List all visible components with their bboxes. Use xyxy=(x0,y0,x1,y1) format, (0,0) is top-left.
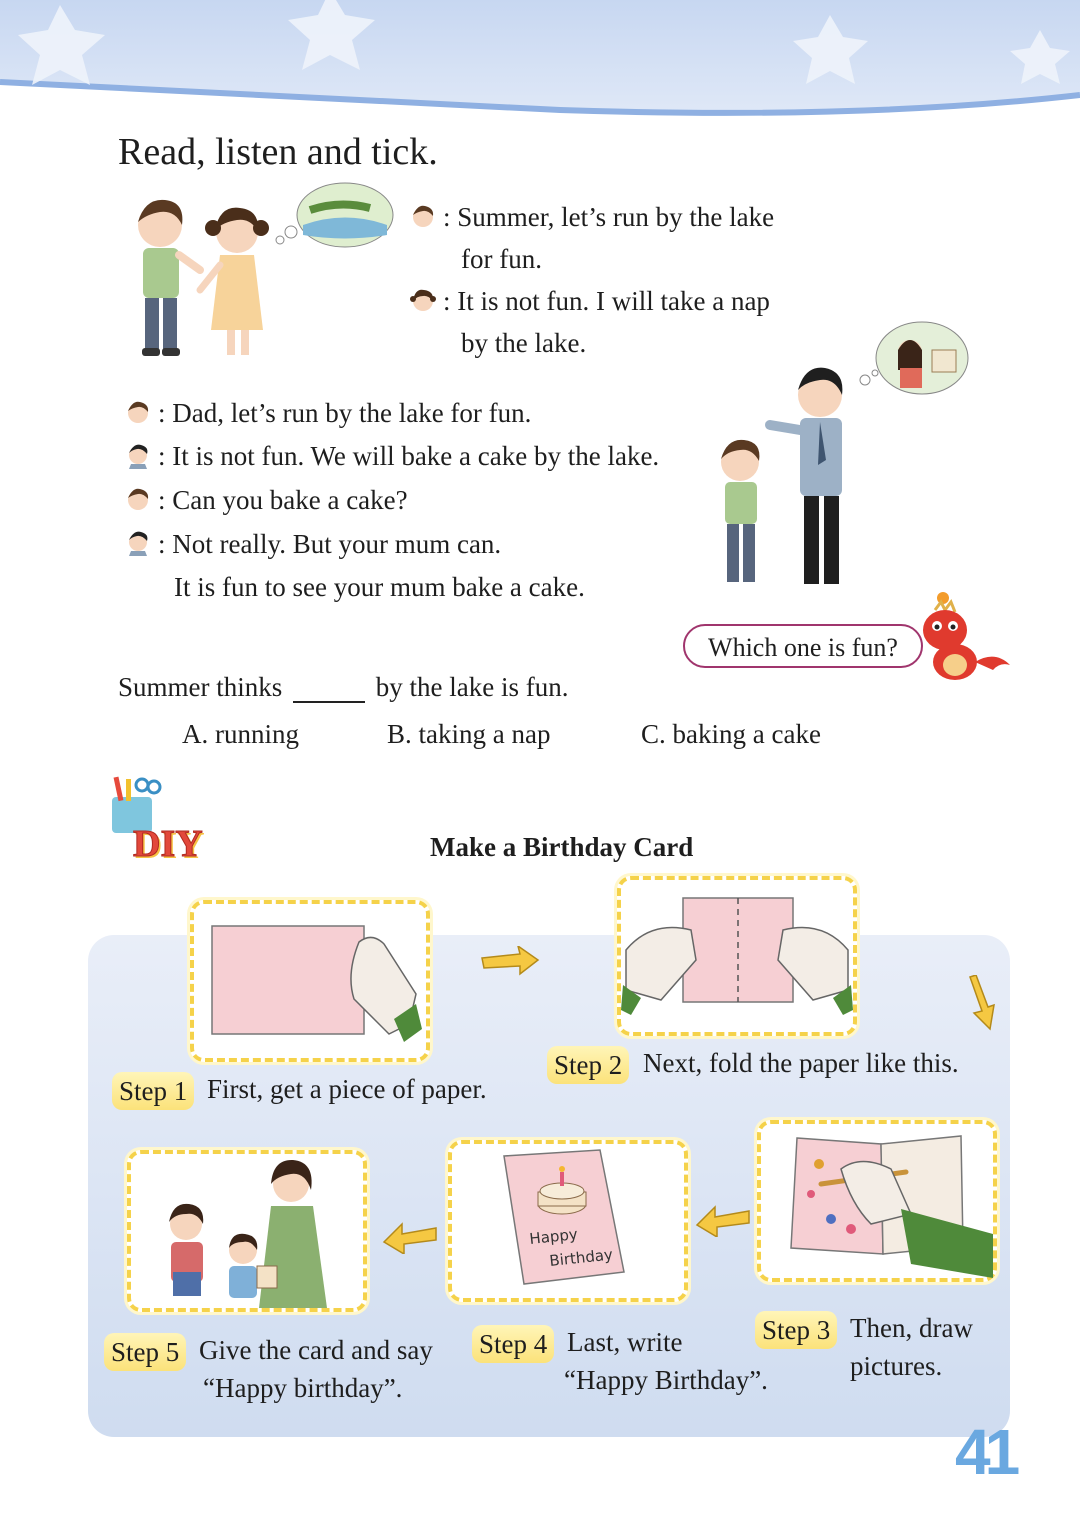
top-banner xyxy=(0,0,1080,130)
diy-title: Make a Birthday Card xyxy=(430,832,694,862)
step1-image-frame xyxy=(190,900,430,1062)
dialog-line-continued: for fun. xyxy=(461,244,542,274)
arrow-left-icon xyxy=(695,1205,751,1237)
girl-face-icon xyxy=(410,287,436,313)
dialog-line: : Summer, let’s run by the lake xyxy=(443,202,775,232)
dialog-line: : It is not fun. I will take a nap xyxy=(443,286,770,316)
dragon-mascot-icon xyxy=(915,590,1015,685)
step1-text: First, get a piece of paper. xyxy=(207,1074,487,1104)
question-stem xyxy=(118,672,568,703)
arrow-left-icon xyxy=(382,1222,438,1254)
dialog-line-continued: It is fun to see your mum bake a cake. xyxy=(174,572,585,602)
fold-paper-illustration xyxy=(621,880,853,1032)
step5-text-line2: “Happy birthday”. xyxy=(203,1373,403,1403)
step4-image-frame xyxy=(448,1140,688,1302)
step3-text-line2: pictures. xyxy=(850,1351,943,1381)
option-a[interactable]: A. running xyxy=(182,719,299,749)
step2-tag: Step 2 xyxy=(547,1046,629,1084)
birthday-card-illustration xyxy=(452,1144,684,1298)
step5-image-frame xyxy=(127,1150,367,1312)
card-text-happy: Happy xyxy=(528,1225,579,1248)
step1-tag: Step 1 xyxy=(112,1072,194,1110)
paper-in-hand-illustration xyxy=(194,904,426,1058)
option-c[interactable]: C. baking a cake xyxy=(641,719,821,749)
step3-text-line1: Then, draw xyxy=(850,1313,973,1343)
boy-face-icon xyxy=(125,486,151,512)
dialog-line: : Dad, let’s run by the lake for fun. xyxy=(158,398,532,428)
step2-image-frame xyxy=(617,876,857,1036)
step3-image-frame xyxy=(757,1120,997,1282)
question-stem-start: Summer thinks xyxy=(118,672,283,702)
dialog-line: : Can you bake a cake? xyxy=(158,485,408,515)
diy-badge: DIY xyxy=(133,823,203,865)
section-title: Read, listen and tick. xyxy=(118,131,438,173)
dialog-line-continued: by the lake. xyxy=(461,328,587,358)
dad-face-icon xyxy=(125,530,151,556)
dialog-line: : It is not fun. We will bake a cake by the lake. xyxy=(158,441,660,471)
step4-tag: Step 4 xyxy=(472,1325,554,1363)
step5-text-line1: Give the card and say xyxy=(199,1335,433,1365)
boy-face-icon xyxy=(125,399,151,425)
step4-text-line2: “Happy Birthday”. xyxy=(564,1365,768,1395)
draw-pictures-illustration xyxy=(761,1124,993,1278)
arrow-right-icon xyxy=(480,946,540,976)
step3-tag: Step 3 xyxy=(755,1311,837,1349)
arrow-down-icon xyxy=(962,975,998,1031)
boy-face-icon xyxy=(410,203,436,229)
question-stem-end: by the lake is fun. xyxy=(375,672,569,702)
option-b[interactable]: B. taking a nap xyxy=(387,719,551,749)
page-number: 41 xyxy=(955,1416,1015,1488)
boy-and-dad-illustration xyxy=(700,310,980,600)
step2-text: Next, fold the paper like this. xyxy=(643,1048,959,1078)
dragon-speech-bubble: Which one is fun? xyxy=(683,624,923,668)
card-text-birthday: Birthday xyxy=(548,1245,614,1270)
dialog-line: : Not really. But your mum can. xyxy=(158,529,502,559)
answer-blank[interactable] xyxy=(293,675,365,703)
give-card-illustration xyxy=(131,1154,363,1308)
step4-text-line1: Last, write xyxy=(567,1327,683,1357)
step5-tag: Step 5 xyxy=(104,1333,186,1371)
dad-face-icon xyxy=(125,443,151,469)
boy-and-girl-illustration xyxy=(125,180,395,370)
